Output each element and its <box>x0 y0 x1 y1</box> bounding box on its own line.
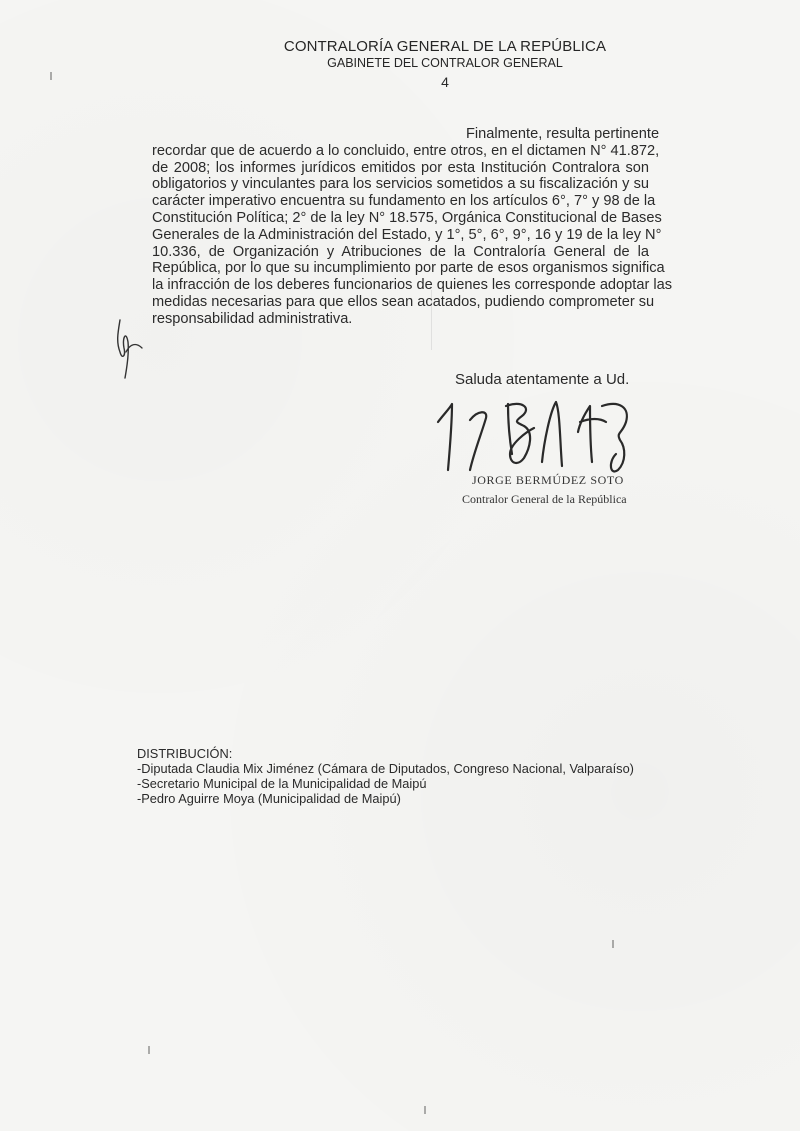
institution-name: CONTRALORÍA GENERAL DE LA REPÚBLICA <box>283 38 607 55</box>
body-line: la infracción de los deberes funcionarios de quienes les corresponde adoptar las <box>152 277 673 294</box>
body-line: Generales de la Administración del Estado, y 1°, 5°, 6°, 9°, 16 y 19 de la ley N° <box>152 226 662 243</box>
distribution-title: DISTRIBUCIÓN: <box>137 746 233 761</box>
body-line: responsabilidad administrativa. <box>152 310 353 327</box>
distribution-item: -Diputada Claudia Mix Jiménez (Cámara de Diputados, Congreso Nacional, Valparaíso) <box>137 761 634 776</box>
page-number: 4 <box>441 74 449 90</box>
body-paragraph <box>152 126 673 328</box>
body-line: Constitución Política; 2° de la ley N° 18.575, Orgánica Constitucional de Bases <box>152 209 662 226</box>
distribution-item: -Pedro Aguirre Moya (Municipalidad de Maipú) <box>137 791 401 806</box>
scan-artifact-line <box>431 290 432 350</box>
body-line: obligatorios y vinculantes para los servicios sometidos a su fiscalización y su <box>152 176 649 193</box>
body-line: República, por lo que su incumplimiento por parte de esos organismos significa <box>152 260 665 277</box>
body-line: de 2008; los informes jurídicos emitidos por esta Institución Contralora son <box>152 159 649 176</box>
scan-speck <box>424 1106 426 1114</box>
signer-name: JORGE BERMÚDEZ SOTO <box>472 473 624 487</box>
body-line: recordar que de acuerdo a lo concluido, entre otros, en el dictamen N° 41.872, <box>152 142 660 159</box>
scan-speck <box>148 1046 150 1054</box>
body-line: medidas necesarias para que ellos sean acatados, pudiendo comprometer su <box>152 293 655 310</box>
body-line: carácter imperativo encuentra su fundamento en los artículos 6°, 7° y 98 de la <box>152 193 656 210</box>
letterhead <box>0 38 800 91</box>
initials-mark-icon <box>108 312 148 382</box>
body-line: 10.336, de Organización y Atribuciones de la Contraloría General de la <box>152 243 649 260</box>
scan-speck <box>612 940 614 948</box>
closing-salutation: Saluda atentamente a Ud. <box>455 371 630 388</box>
body-line: Finalmente, resulta pertinente <box>466 126 660 142</box>
signer-title: Contralor General de la República <box>462 492 627 506</box>
signature-icon <box>430 392 650 482</box>
department-name: GABINETE DEL CONTRALOR GENERAL <box>327 56 563 70</box>
scan-speck <box>50 72 52 80</box>
distribution-list <box>137 746 634 806</box>
distribution-item: -Secretario Municipal de la Municipalidad de Maipú <box>137 776 427 791</box>
